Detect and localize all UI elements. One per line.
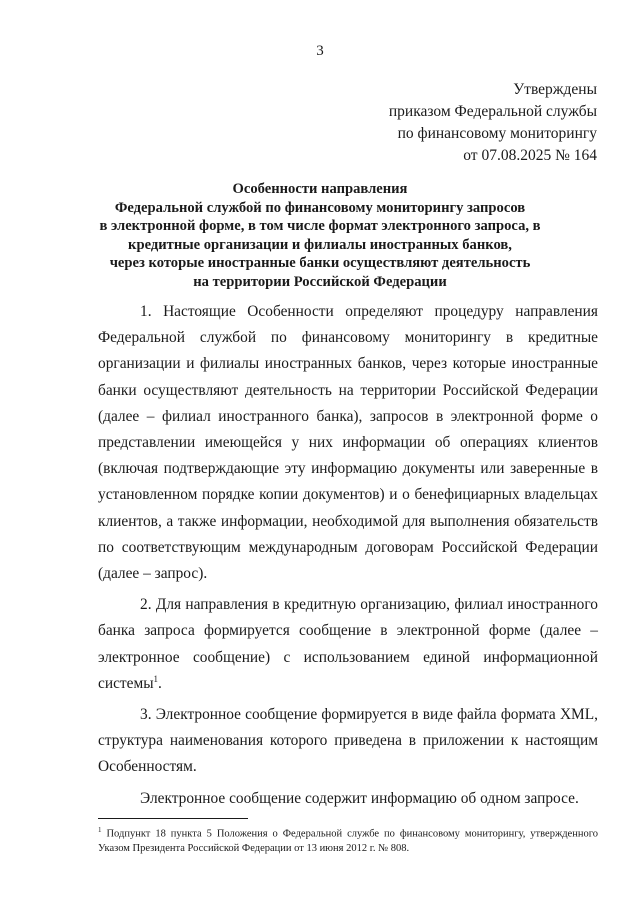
footnote-reference: 1 — [153, 673, 159, 684]
paragraph-2-end: . — [158, 674, 162, 692]
approval-line-1: Утверждены — [513, 81, 597, 98]
paragraph-1: 1. Настоящие Особенности определяют процедуру направления Федеральной службой по финансовому мониторингу в кредитные организации и филиалы иностранных банков, через которые иностранные банки осуществляют деятельность на территории Российской Федерации (далее – филиал иностранного банка), запросов в электронной форме о представлении имеющейся у них информации об операциях клиентов (включая подтверждающие эту информацию документы или заверенные в установленном порядке копии документов) и о бенефициарных владельцах клиентов, а также информации, необходимой для выполнения обязательств по соответствующим международным договорам Российской Федерации (далее – запрос). — [98, 303, 598, 583]
title-line: Особенности направления — [232, 181, 408, 197]
approval-line-2: приказом Федеральной службы — [388, 103, 597, 120]
footnote — [98, 823, 598, 856]
footnote-text: Подпункт 18 пункта 5 Положения о Федеральной службе по финансовому мониторингу, утвержденного Указом Президента Российской Федерации от 13 июня 2012 г. № 808. — [98, 828, 598, 854]
footnote-marker: 1 — [98, 826, 102, 834]
title-line: на территории Российской Федерации — [193, 273, 447, 290]
title-line: Федеральной службой по финансовому мониторингу запросов — [114, 199, 526, 216]
paragraph-2 — [98, 592, 598, 697]
footnote-divider — [98, 818, 248, 819]
paragraph-3: 3. Электронное сообщение формируется в виде файла формата XML, структура наименования которого приведена в приложении к настоящим Особенностям. — [98, 706, 598, 776]
title-line: в электронной форме, в том числе формат электронного запроса, в — [99, 218, 541, 234]
approval-line-3: по финансовому мониторингу — [397, 125, 597, 142]
paragraph-2-text: 2. Для направления в кредитную организацию, филиал иностранного банка запроса формируется сообщение в электронной форме (далее – электронное сообщение) с использованием единой информационной системы — [98, 596, 598, 692]
paragraph-4: Электронное сообщение содержит информацию об одном запросе. — [140, 789, 579, 807]
title-line: кредитные организации и филиалы иностранных банков, — [128, 236, 512, 253]
approval-block — [389, 79, 597, 167]
title-line: через которые иностранные банки осуществляют деятельность — [109, 255, 531, 271]
document-body — [98, 299, 598, 817]
page-number: 3 — [316, 43, 324, 59]
document-title — [90, 180, 550, 291]
approval-line-4: от 07.08.2025 № 164 — [463, 147, 597, 164]
